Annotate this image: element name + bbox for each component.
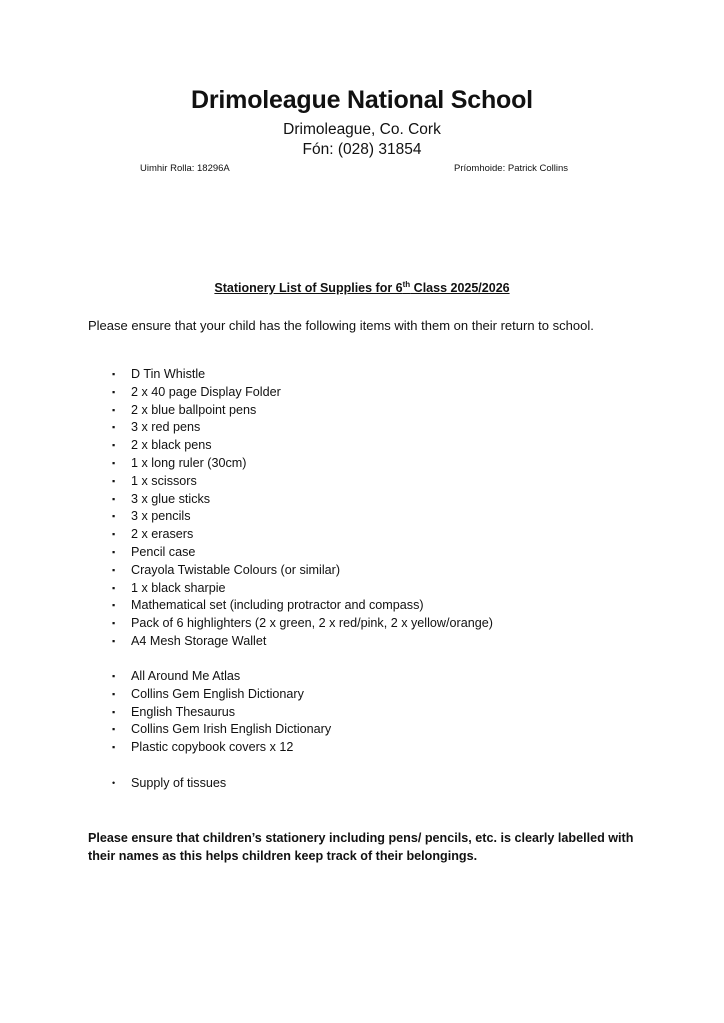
bullet-icon: ▪ [112,671,116,681]
supplies-list [112,366,493,651]
school-address: Drimoleague, Co. Cork [283,121,441,138]
books-list [112,668,331,757]
list-item [112,562,493,580]
list-item [112,721,331,739]
list-item-text: Mathematical set (including protractor and compass) [131,598,424,613]
list-title-prefix: Stationery List of Supplies for 6 [214,281,403,295]
list-item-text: 2 x black pens [131,438,212,453]
bullet-icon: ▪ [112,724,116,735]
list-item-text: 3 x pencils [131,509,191,524]
bullet-icon: ▪ [112,475,116,486]
bullet-icon: ▪ [112,386,116,397]
bullet-icon: ▪ [112,493,116,504]
list-item-text: Pencil case [131,544,196,559]
list-item [112,402,493,420]
list-item-text: 1 x long ruler (30cm) [131,455,247,470]
list-item [112,668,331,686]
list-item [112,508,493,526]
intro-text: Please ensure that your child has the following items with them on their return to school. [88,318,594,333]
list-item [112,384,493,402]
bullet-icon: ▪ [112,422,116,433]
bullet-icon: • [112,778,116,788]
list-item [112,526,493,544]
list-item [112,739,331,757]
list-item [112,473,493,491]
list-item-text: 1 x scissors [131,473,197,488]
bullet-icon: ▪ [112,511,116,522]
bullet-icon: ▪ [112,404,116,415]
list-item-text: Plastic copybook covers x 12 [131,740,294,755]
bullet-icon: ▪ [112,440,116,451]
bullet-icon: ▪ [112,564,116,575]
bullet-icon: ▪ [112,706,116,717]
bullet-icon: ▪ [112,546,116,557]
list-item-text: 2 x blue ballpoint pens [131,402,257,417]
list-item-text: All Around Me Atlas [131,669,241,683]
list-title-suffix: Class 2025/2026 [410,281,510,295]
bullet-icon: ▪ [112,742,116,753]
list-item-text: A4 Mesh Storage Wallet [131,633,267,648]
list-item [112,704,331,722]
list-item [112,597,493,615]
list-item-text: Supply of tissues [131,776,227,790]
list-item [112,686,331,704]
other-list [112,775,226,793]
list-item-text: Collins Gem Irish English Dictionary [131,722,332,737]
bullet-icon: ▪ [112,618,116,629]
bullet-icon: ▪ [112,600,116,611]
list-item-text: Pack of 6 highlighters (2 x green, 2 x red/pink, 2 x yellow/orange) [131,616,493,631]
labelling-note: Please ensure that children’s stationery including pens/ pencils, etc. is clearly labelled with their names as this helps children keep track of their belongings. [88,831,634,863]
list-item [112,491,493,509]
list-item [112,580,493,598]
list-item-text: 2 x 40 page Display Folder [131,384,281,399]
bullet-icon: ▪ [112,529,116,540]
roll-number: Uimhir Rolla: 18296A [140,163,230,174]
bullet-icon: ▪ [112,635,116,646]
bullet-icon: ▪ [112,369,116,379]
list-item-text: 1 x black sharpie [131,580,226,595]
list-item-text: 2 x erasers [131,527,194,542]
school-phone: Fón: (028) 31854 [302,141,422,158]
list-item [112,419,493,437]
list-item-text: D Tin Whistle [131,367,206,381]
bullet-icon: ▪ [112,582,116,593]
list-item-text: Collins Gem English Dictionary [131,686,304,701]
list-item-text: Crayola Twistable Colours (or similar) [131,562,341,577]
bullet-icon: ▪ [112,457,116,468]
bullet-icon: ▪ [112,688,116,699]
list-item [112,775,226,793]
list-item [112,366,493,384]
school-name: Drimoleague National School [191,86,533,114]
list-item [112,544,493,562]
list-item [112,615,493,633]
principal-name: Príomhoide: Patrick Collins [454,163,569,174]
list-title [0,281,724,295]
list-item [112,437,493,455]
list-item-text: 3 x red pens [131,420,201,435]
list-item-text: 3 x glue sticks [131,491,211,506]
list-item [112,455,493,473]
list-item [112,633,493,651]
list-item-text: English Thesaurus [131,704,236,719]
list-title-superscript: th [402,279,411,289]
